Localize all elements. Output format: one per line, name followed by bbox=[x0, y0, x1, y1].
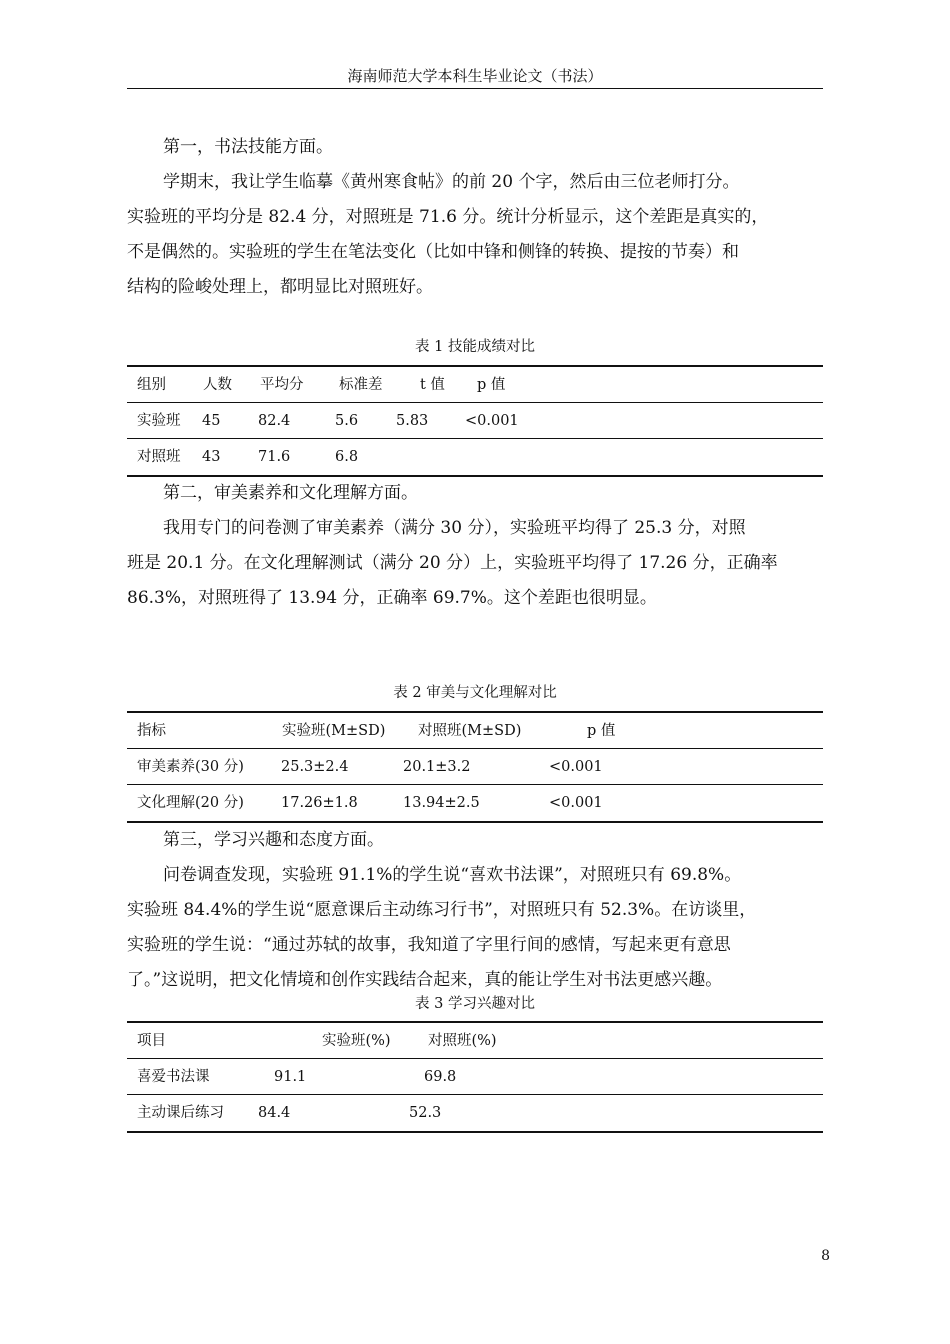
table-cell: 对照班 bbox=[137, 449, 181, 465]
paragraph-line: 不是偶然的。实验班的学生在笔法变化（比如中锋和侧锋的转换、提按的节奏）和 bbox=[127, 242, 739, 262]
table1 bbox=[127, 365, 823, 477]
table-cell: 45 bbox=[202, 413, 221, 429]
table3 bbox=[127, 1021, 823, 1133]
paragraph-line: 实验班的平均分是 82.4 分，对照班是 71.6 分。统计分析显示，这个差距是真实的， bbox=[127, 207, 769, 227]
table-cell: 5.6 bbox=[335, 413, 359, 429]
table-header-cell: t 值 bbox=[420, 377, 445, 393]
table-row bbox=[127, 403, 823, 439]
table1-caption: 表 1 技能成绩对比 bbox=[415, 339, 535, 355]
header-rule bbox=[127, 88, 823, 89]
table-header-cell: 对照班(M±SD) bbox=[418, 723, 522, 739]
table-cell: 52.3 bbox=[409, 1105, 442, 1121]
table2 bbox=[127, 711, 823, 823]
table-cell: 6.8 bbox=[335, 449, 359, 465]
paragraph-line: 学期末，我让学生临摹《黄州寒食帖》的前 20 个字，然后由三位老师打分。 bbox=[163, 172, 740, 192]
table-header-row bbox=[127, 1023, 823, 1059]
table-header-cell: 组别 bbox=[137, 377, 166, 393]
table-header-cell: 对照班(%) bbox=[428, 1033, 497, 1049]
section3-heading: 第三，学习兴趣和态度方面。 bbox=[163, 830, 384, 850]
table-row bbox=[127, 749, 823, 785]
table-row bbox=[127, 1095, 823, 1131]
table-header-cell: 平均分 bbox=[260, 377, 304, 393]
table-header-cell: 人数 bbox=[203, 377, 232, 393]
running-header: 海南师范大学本科生毕业论文（书法） bbox=[347, 67, 603, 85]
paragraph-line: 实验班 84.4%的学生说“愿意课后主动练习行书”，对照班只有 52.3%。在访谈里， bbox=[127, 900, 757, 920]
table-cell: 13.94±2.5 bbox=[403, 795, 480, 811]
table-cell: 实验班 bbox=[137, 413, 181, 429]
table-cell: 84.4 bbox=[258, 1105, 291, 1121]
table-row bbox=[127, 1059, 823, 1095]
table-cell: 喜爱书法课 bbox=[137, 1069, 210, 1085]
paragraph-line: 结构的险峻处理上，都明显比对照班好。 bbox=[127, 277, 433, 297]
table-cell: <0.001 bbox=[549, 759, 603, 775]
section2-text bbox=[127, 476, 823, 616]
paragraph-line: 班是 20.1 分。在文化理解测试（满分 20 分）上，实验班平均得了 17.26 分，正确率 bbox=[127, 553, 778, 573]
table-cell: 82.4 bbox=[258, 413, 291, 429]
section1-text bbox=[127, 130, 823, 305]
table-cell: 43 bbox=[202, 449, 221, 465]
table2-caption: 表 2 审美与文化理解对比 bbox=[393, 685, 557, 701]
paragraph-line: 我用专门的问卷测了审美素养（满分 30 分），实验班平均得了 25.3 分，对照 bbox=[163, 518, 746, 538]
table-cell: 17.26±1.8 bbox=[281, 795, 358, 811]
table-cell: 文化理解(20 分) bbox=[137, 795, 244, 811]
table-header-row bbox=[127, 713, 823, 749]
table-cell: 69.8 bbox=[424, 1069, 457, 1085]
table-cell: 71.6 bbox=[258, 449, 291, 465]
table-cell: 20.1±3.2 bbox=[403, 759, 471, 775]
section1-heading: 第一，书法技能方面。 bbox=[163, 137, 333, 157]
table-cell: 主动课后练习 bbox=[137, 1105, 224, 1121]
table-header-cell: p 值 bbox=[477, 377, 506, 393]
table-header-cell: 实验班(%) bbox=[322, 1033, 391, 1049]
paragraph-line: 86.3%，对照班得了 13.94 分，正确率 69.7%。这个差距也很明显。 bbox=[127, 588, 657, 608]
table-cell: 91.1 bbox=[274, 1069, 307, 1085]
page-number: 8 bbox=[821, 1248, 830, 1264]
table-header-cell: p 值 bbox=[587, 723, 616, 739]
section2-heading: 第二，审美素养和文化理解方面。 bbox=[163, 483, 418, 503]
table-cell: 审美素养(30 分) bbox=[137, 759, 244, 775]
table-row bbox=[127, 785, 823, 821]
table-row bbox=[127, 439, 823, 475]
table3-caption: 表 3 学习兴趣对比 bbox=[415, 996, 535, 1012]
paragraph-line: 问卷调查发现，实验班 91.1%的学生说“喜欢书法课”，对照班只有 69.8%。 bbox=[163, 865, 742, 885]
table-header-cell: 标准差 bbox=[339, 377, 383, 393]
table-header-cell: 实验班(M±SD) bbox=[282, 723, 386, 739]
table-cell: 5.83 bbox=[396, 413, 429, 429]
section3-text bbox=[127, 823, 823, 998]
table-cell: <0.001 bbox=[549, 795, 603, 811]
table-header-cell: 项目 bbox=[137, 1033, 166, 1049]
table-header-row bbox=[127, 367, 823, 403]
table-cell: <0.001 bbox=[465, 413, 519, 429]
table-header-cell: 指标 bbox=[137, 723, 166, 739]
table-cell: 25.3±2.4 bbox=[281, 759, 349, 775]
paragraph-line: 实验班的学生说：“通过苏轼的故事，我知道了字里行间的感情，写起来更有意思 bbox=[127, 935, 731, 955]
paragraph-line: 了。”这说明，把文化情境和创作实践结合起来，真的能让学生对书法更感兴趣。 bbox=[127, 970, 723, 990]
